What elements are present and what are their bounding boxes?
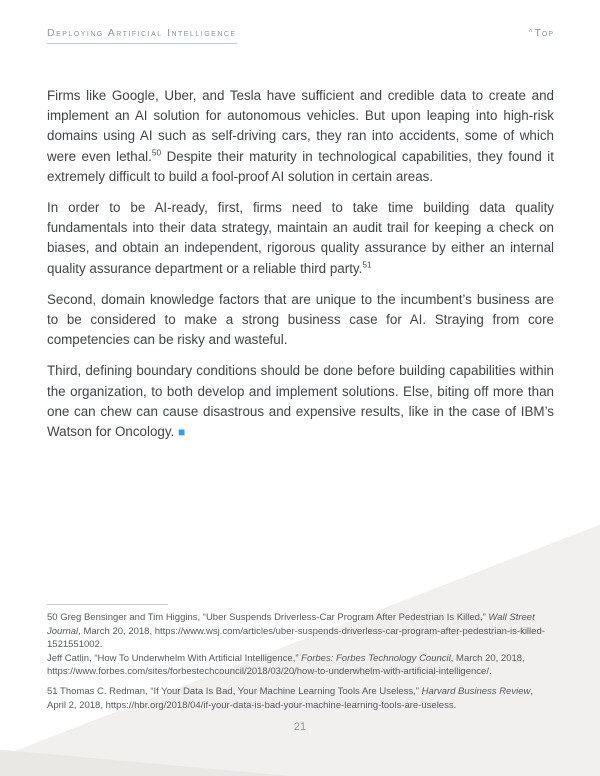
paragraph-2: In order to be AI-ready, first, firms need to take time building data quality fundamentals into their data strategy, maintain an audit trail for keeping a check on biases, and obtain an independent, rigorous quality assurance by either an internal quality assurance department or a reliable third party.$^{51}$ (47, 200, 554, 276)
paragraph-4: Third, defining boundary conditions should be done before building capabilities within the organization, to both develop and implement solutions. Else, biting off more than one can chew can cause disastrous and expensive results, like in the case of IBM’s Watson for Oncology. ■ (47, 363, 554, 440)
footnote-divider (47, 604, 168, 605)
footnotes-section (47, 611, 554, 712)
footnote-50-continued: Jeff Catlin, “How To Underwhelm With Artificial Intelligence,” Forbes: Forbes Technology Council, March 20, 2018, https://www.forbes.com/sites/forbestechcouncil/2018/03/20/how-to-underwhelm-with-artificial-intelligence/. (47, 652, 525, 678)
caret-up-icon: ^ (528, 28, 534, 37)
paragraph-1: Firms like Google, Uber, and Tesla have sufficient and credible data to create and implement an AI solution for autonomous vehicles. But upon leaping into high-risk domains using AI such as self-driving cars, they ran into accidents, some of which were even lethal.$^{50}$ Despite their maturity in technological capabilities, they found it extremely difficult to build a fool-proof AI solution in certain areas. (47, 88, 555, 184)
top-link-label: Top (534, 27, 554, 39)
page-number: 21 (293, 721, 307, 733)
footnote-50: 50 Greg Bensinger and Tim Higgins, “Uber Suspends Driverless-Car Program After Pedestrian Is Killed,” Wall Street Journal, March 20, 2018, https://www.wsj.com/articles/uber-suspends-driverless-car-program-after-pedestrian-is-killed-1521551002. (47, 612, 545, 651)
footnote-51: 51 Thomas C. Redman, “If Your Data Is Bad, Your Machine Learning Tools Are Useless,” Harvard Business Review, April 2, 2018, https://hbr.org/2018/04/if-your-data-is-bad-your-machine-learning-tools-are-useless. (47, 685, 533, 711)
running-header (47, 27, 554, 44)
running-header-title: Deploying Artificial Intelligence (47, 27, 237, 44)
paragraph-3: Second, domain knowledge factors that are unique to the incumbent’s business are to be considered to make a strong business case for AI. Straying from core competencies can be risky and wasteful. (47, 291, 554, 348)
article-body (47, 86, 554, 453)
back-to-top-link[interactable] (529, 27, 554, 39)
